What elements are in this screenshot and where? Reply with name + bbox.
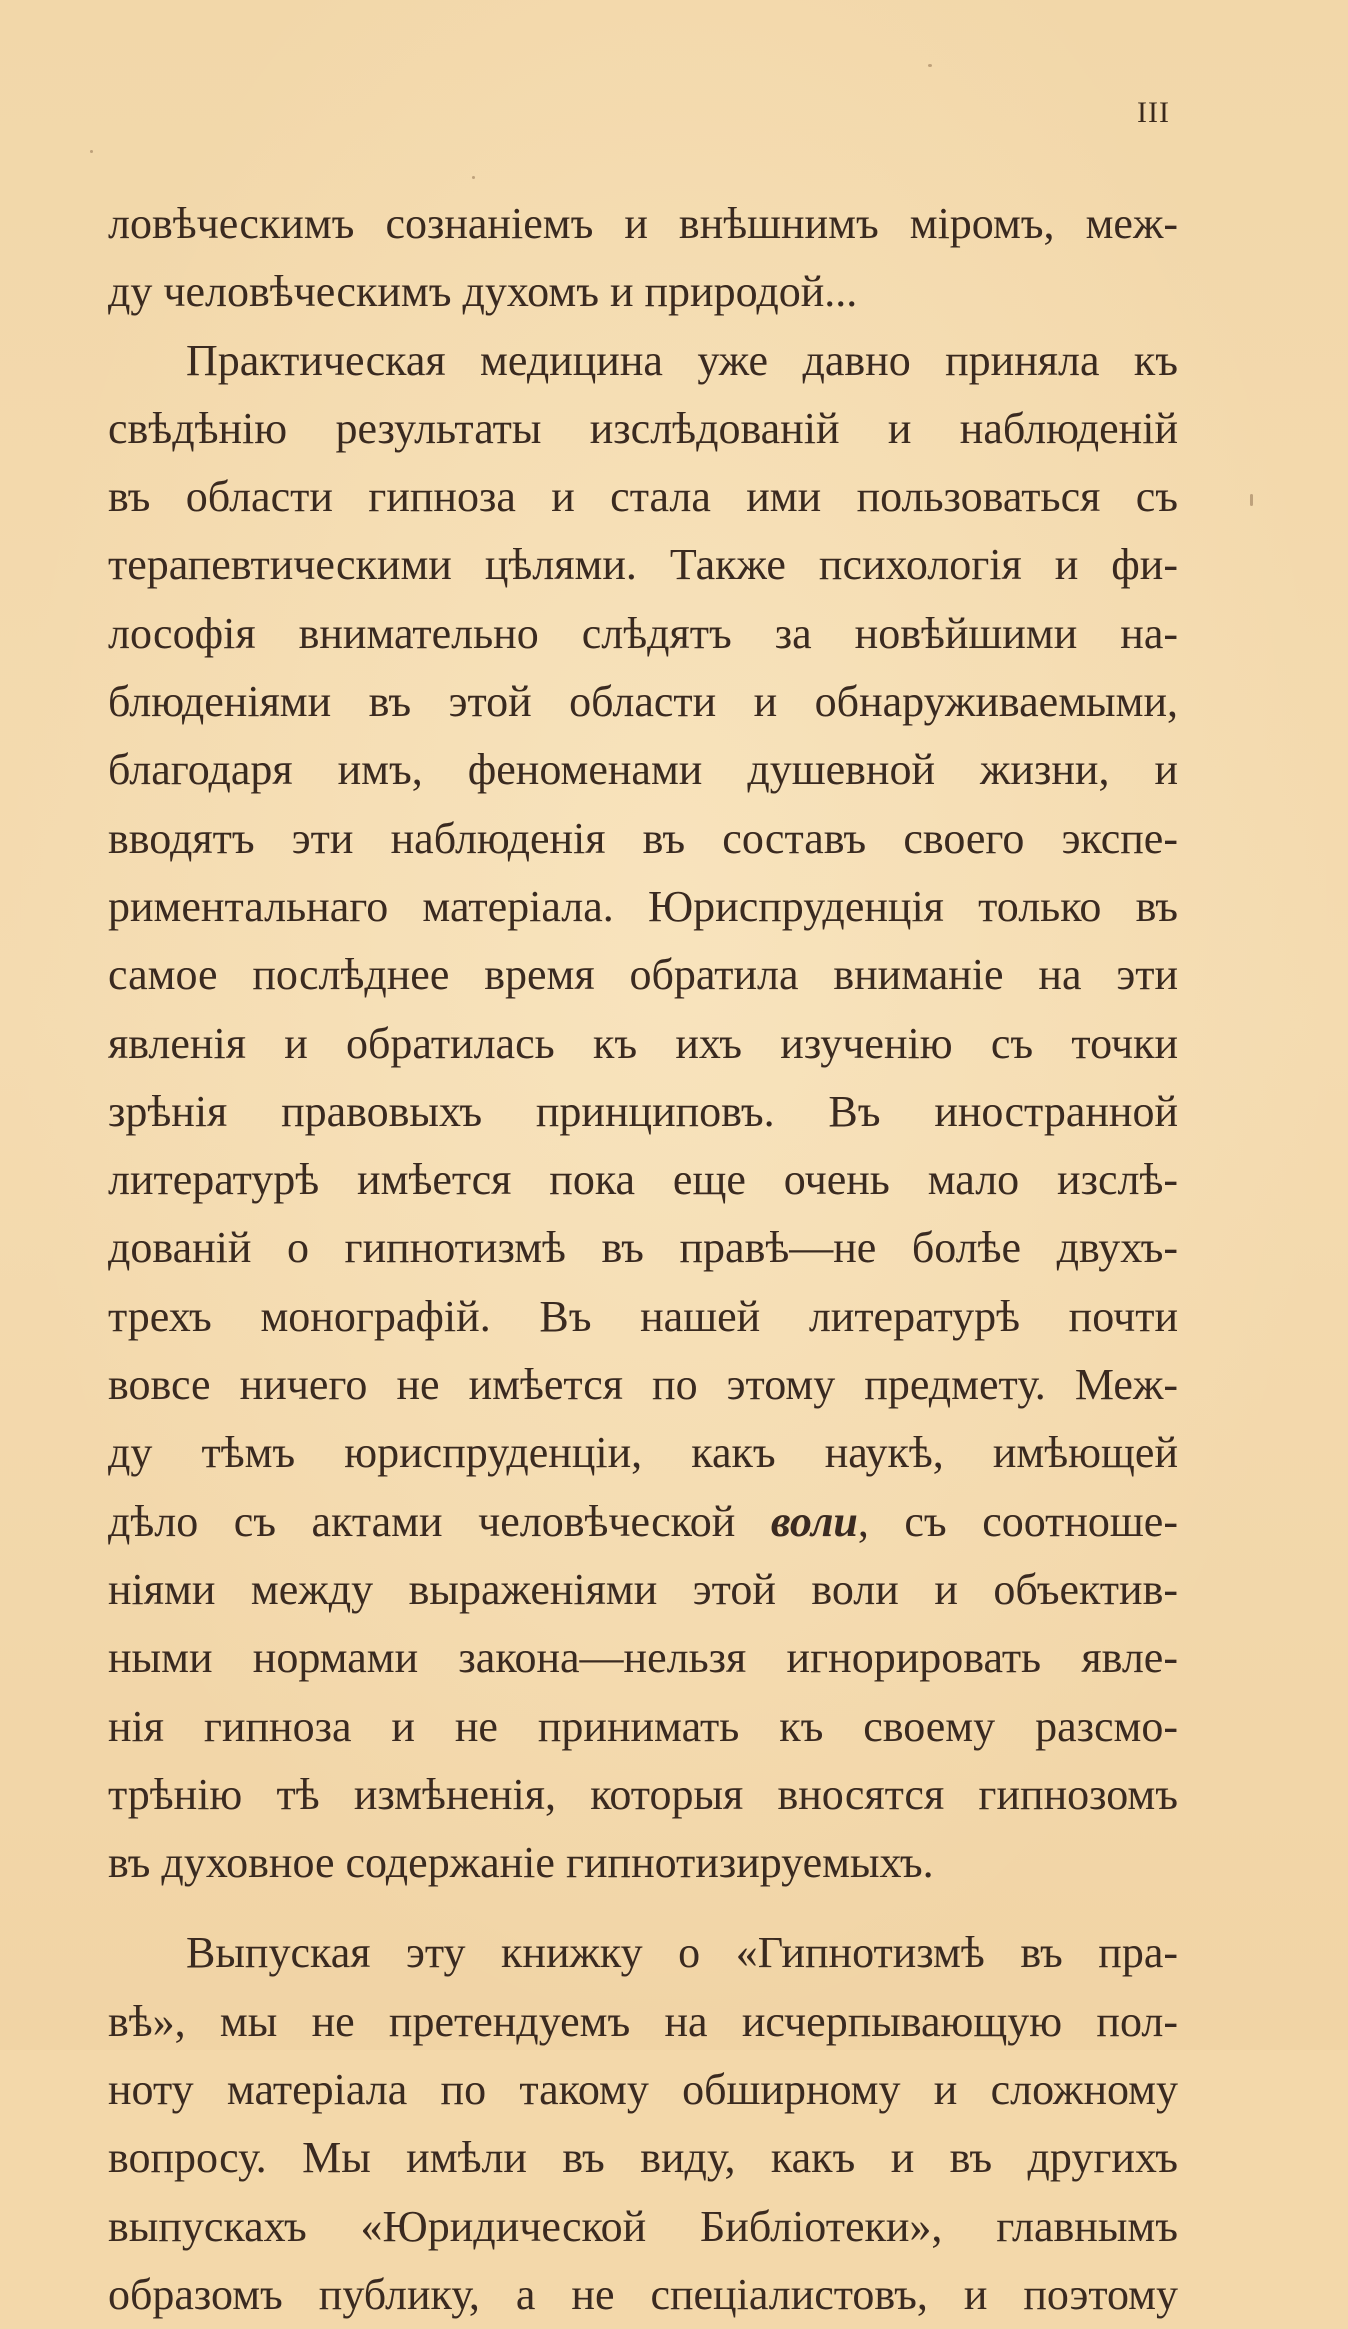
text-line: ду тѣмъ юриспруденціи, какъ наукѣ, имѣющей: [108, 1428, 1178, 1478]
text-line: лософія внимательно слѣдятъ за новѣйшими на-: [108, 608, 1178, 658]
text-line-segment: съ актами человѣческой: [233, 1496, 736, 1546]
text-line: вводятъ эти наблюденія въ составъ своего экспе-: [108, 813, 1178, 863]
text-line: зрѣнія правовыхъ принциповъ. Въ иностранной: [108, 1086, 1178, 1136]
text-line: свѣдѣнію результаты изслѣдованій и наблюденій: [108, 403, 1178, 453]
text-line: блюденіями въ этой области и обнаруживаемыми,: [108, 677, 1178, 727]
text-line: ду человѣческимъ духомъ и природой...: [108, 267, 858, 317]
text-line: терапевтическими цѣлями. Также психологія и фи-: [108, 540, 1178, 590]
paper-speck: [928, 64, 932, 67]
text-line: трехъ монографій. Въ нашей литературѣ почти: [108, 1291, 1178, 1341]
text-line-paragraph-start: Практическая медицина уже давно приняла къ: [186, 335, 1178, 385]
text-line: риментальнаго матеріала. Юриспруденція только въ: [108, 881, 1178, 931]
text-line: нія гипноза и не принимать къ своему разсмо-: [108, 1701, 1178, 1751]
text-line-paragraph-start: Выпуская эту книжку о «Гипнотизмѣ въ пра-: [186, 1928, 1178, 1978]
text-line: явленія и обратилась къ ихъ изученію съ точки: [108, 1018, 1178, 1068]
comma: ,: [857, 1496, 869, 1546]
text-line: въ области гипноза и стала ими пользоваться съ: [108, 472, 1178, 522]
text-line: ловѣческимъ сознаніемъ и внѣшнимъ міромъ, меж-: [108, 199, 1178, 248]
page-number: III: [1137, 96, 1170, 129]
text-line: дованій о гипнотизмѣ въ правѣ—не болѣе двухъ-: [108, 1223, 1178, 1273]
body-text: [108, 190, 1178, 2329]
text-line: самое послѣднее время обратила вниманіе на эти: [108, 950, 1178, 1000]
italic-word: воли: [770, 1496, 858, 1546]
text-line: ноту матеріала по такому обширному и сложному: [108, 2065, 1178, 2115]
text-line: вѣ», мы не претендуемъ на исчерпывающую пол-: [108, 1996, 1178, 2046]
text-line: вовсе ничего не имѣется по этому предмету. Меж-: [108, 1360, 1178, 1410]
text-line: ніями между выраженіями этой воли и объектив-: [108, 1564, 1178, 1614]
text-line: литературѣ имѣется пока еще очень мало изслѣ-: [108, 1155, 1178, 1205]
text-line-with-italic: [108, 1488, 1178, 1556]
text-line: въ духовное содержаніе гипнотизируемыхъ.: [108, 1838, 934, 1888]
text-line: образомъ публику, а не спеціалистовъ, и поэтому: [108, 2269, 1178, 2319]
paper-speck: [90, 150, 93, 153]
text-line: трѣнію тѣ измѣненія, которыя вносятся гипнозомъ: [108, 1769, 1178, 1819]
text-line: вопросу. Мы имѣли въ виду, какъ и въ другихъ: [108, 2133, 1178, 2183]
text-line: выпускахъ «Юридической Библіотеки», главнымъ: [108, 2201, 1178, 2251]
text-line: благодаря имъ, феноменами душевной жизни, и: [108, 745, 1178, 795]
paper-speck: [1250, 494, 1253, 506]
text-line: ными нормами закона—нельзя игнорировать явле-: [108, 1633, 1178, 1683]
paper-speck: [472, 176, 475, 179]
text-line-prefix: дѣло: [108, 1496, 199, 1546]
text-line-segment: съ соотноше-: [904, 1496, 1178, 1546]
